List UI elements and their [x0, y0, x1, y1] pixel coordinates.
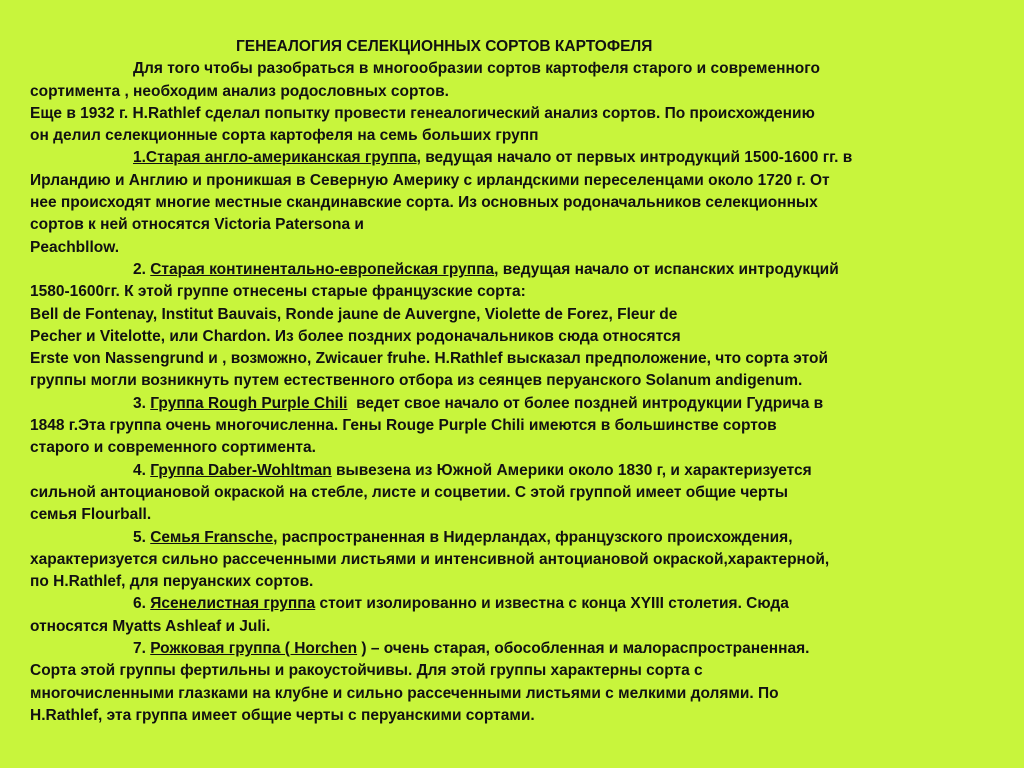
group-5-line-3: по H.Rathlef, для перуанских сортов.	[30, 573, 314, 591]
group-2-line-4: Pecher и Vitelotte, или Chardon. Из более поздних родоначальников сюда относятся	[30, 327, 681, 345]
group-3-text: ведет свое начало от более поздней интродукции Гудрича в	[347, 394, 824, 412]
intro-line-4: он делил селекционные сорта картофеля на семь больших групп	[30, 127, 539, 145]
group-3-line-3: старого и современного сортимента.	[30, 439, 316, 457]
group-6-text: стоит изолированно и известна с конца XYIII столетия. Сюда	[315, 595, 789, 613]
group-5-line-2: характеризуется сильно рассеченными листьями и интенсивной антоциановой окраской,характерной,	[30, 550, 830, 568]
group-5-name: Семья Fransche	[150, 528, 274, 546]
group-3-name: Группа Rough Purple Chili	[150, 394, 348, 412]
group-7-text: ) – очень старая, обособленная и малораспространенная.	[357, 640, 810, 658]
group-5-text: , распространенная в Нидерландах, французского происхождения,	[273, 528, 793, 546]
group-1-line-3: нее происходят многие местные скандинавские сорта. Из основных родоначальников селекционных	[30, 194, 818, 212]
group-2-number: 2.	[133, 260, 151, 278]
group-6-first-line	[30, 593, 998, 615]
group-1-text: , ведущая начало от первых интродукций 1500-1600 гг. в	[416, 149, 853, 167]
intro-line-3: Еще в 1932 г. H.Rathlef сделал попытку провести генеалогический анализ сортов. По происхождению	[30, 104, 815, 122]
group-4-line-3: семья Flourball.	[30, 506, 152, 524]
group-2-line-6: группы могли возникнуть путем естественного отбора из сеянцев перуанского Solanum andigenum.	[30, 372, 803, 390]
group-5-first-line	[30, 527, 998, 549]
title-spacer	[30, 36, 998, 58]
group-2-line-5: Erste von Nassengrund и , возможно, Zwicauer fruhe. H.Rathlef высказал предположение, что сорта этой	[30, 350, 828, 368]
group-7-first-line	[30, 638, 998, 660]
group-4-number: 4.	[133, 461, 151, 479]
group-6-number: 6.	[133, 595, 151, 613]
group-2-name: Старая континентально-европейская группа	[150, 260, 495, 278]
group-1-name: 1.Старая англо-американская группа	[133, 149, 417, 167]
group-6-line-2: относятся Myatts Ashleaf и Juli.	[30, 617, 271, 635]
group-7-line-4: H.Rathlef, эта группа имеет общие черты с перуанскими сортами.	[30, 706, 535, 724]
group-7-name: Рожковая группа ( Horchen	[150, 640, 358, 658]
group-6-name: Ясенелистная группа	[150, 595, 316, 613]
group-4-first-line	[30, 460, 998, 482]
slide-title: ГЕНЕАЛОГИЯ СЕЛЕКЦИОННЫХ СОРТОВ КАРТОФЕЛЯ	[236, 38, 653, 55]
group-1-line-4: сортов к ней относятся Victoria Patersona и	[30, 216, 364, 234]
intro-line-1: Для того чтобы разобраться в многообразии сортов картофеля старого и современного	[133, 60, 820, 78]
group-7-line-2: Сорта этой группы фертильны и ракоустойчивы. Для этой группы характерны сорта с	[30, 662, 703, 680]
group-3-line-2: 1848 г.Эта группа очень многочисленна. Гены Rouge Purple Chili имеются в большинстве сортов	[30, 417, 777, 435]
group-1-first-line	[30, 147, 998, 169]
group-2-text: , ведущая начало от испанских интродукций	[494, 260, 839, 278]
group-2-first-line	[30, 259, 998, 281]
slide-body	[30, 36, 998, 727]
group-7-number: 7.	[133, 640, 151, 658]
group-2-line-3: Bell de Fontenay, Institut Bauvais, Ronde jaune de Auvergne, Violette de Forez, Fleur de	[30, 305, 678, 323]
group-3-first-line	[30, 393, 998, 415]
group-5-number: 5.	[133, 528, 151, 546]
group-4-text: вывезена из Южной Америки около 1830 г, и характеризуется	[331, 461, 812, 479]
intro-line-2: сортимента , необходим анализ родословных сортов.	[30, 82, 449, 100]
group-3-number: 3.	[133, 394, 151, 412]
group-7-line-3: многочисленными глазками на клубне и сильно рассеченными листьями с мелкими долями. По	[30, 684, 779, 702]
group-4-name: Группа Daber-Wohltman	[150, 461, 332, 479]
group-2-line-2: 1580-1600гг. К этой группе отнесены старые французские сорта:	[30, 283, 526, 301]
group-1-line-5: Peachbllow.	[30, 238, 120, 256]
group-4-line-2: сильной антоциановой окраской на стебле, листе и соцветии. С этой группой имеет общие черты	[30, 483, 789, 501]
group-1-line-2: Ирландию и Англию и проникшая в Северную Америку с ирландскими переселенцами около 1720 г. От	[30, 171, 830, 189]
